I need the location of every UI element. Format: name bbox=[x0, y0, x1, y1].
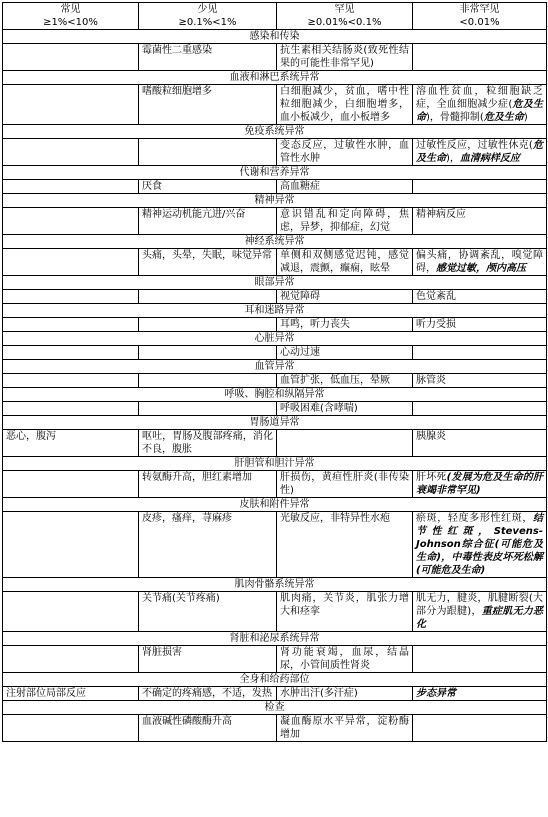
cell-uncommon bbox=[139, 44, 277, 71]
cell-very-rare bbox=[413, 318, 547, 332]
cell-common bbox=[3, 430, 139, 457]
reaction-text: 过敏性反应，过敏性休克( bbox=[416, 140, 533, 151]
section-title-row bbox=[3, 71, 547, 85]
cell-common bbox=[3, 290, 139, 304]
cell-uncommon bbox=[139, 85, 277, 125]
reaction-text: 血管扩张，低血压，晕厥 bbox=[280, 375, 390, 386]
section-title-row bbox=[3, 416, 547, 430]
cell-very-rare bbox=[413, 374, 547, 388]
table-row bbox=[3, 290, 547, 304]
cell-uncommon bbox=[139, 715, 277, 742]
cell-common bbox=[3, 208, 139, 235]
table-row bbox=[3, 402, 547, 416]
cell-rare bbox=[277, 249, 413, 276]
table-row bbox=[3, 249, 547, 276]
reaction-text: 抗生素相关结肠炎(致死性结果的可能性非常罕见) bbox=[280, 45, 409, 69]
cell-common bbox=[3, 687, 139, 701]
reaction-text: ) bbox=[523, 112, 528, 123]
cell-very-rare bbox=[413, 249, 547, 276]
section-title-row bbox=[3, 194, 547, 208]
section-title: 呼吸、胸腔和纵隔异常 bbox=[3, 388, 547, 402]
reaction-text: 光敏反应，非特异性水疱 bbox=[280, 513, 390, 524]
section-title: 肝胆管和胆汁异常 bbox=[3, 457, 547, 471]
cell-rare bbox=[277, 646, 413, 673]
reaction-text: 血液碱性磷酸酶升高 bbox=[142, 716, 232, 727]
section-title-row bbox=[3, 673, 547, 687]
reaction-text: 头痛，头晕，失眠，味觉异常 bbox=[142, 250, 272, 261]
cell-very-rare bbox=[413, 646, 547, 673]
cell-rare bbox=[277, 139, 413, 166]
header-common: 常见 ≥1%<10% bbox=[3, 3, 139, 30]
cell-uncommon bbox=[139, 208, 277, 235]
reaction-text: )，骨髓抑制( bbox=[426, 112, 484, 123]
cell-uncommon bbox=[139, 646, 277, 673]
section-title-row bbox=[3, 360, 547, 374]
table-body bbox=[3, 30, 547, 742]
cell-uncommon bbox=[139, 290, 277, 304]
cell-uncommon bbox=[139, 512, 277, 578]
cell-very-rare bbox=[413, 346, 547, 360]
reaction-text: )， bbox=[446, 153, 460, 164]
reaction-text: 肝坏死 bbox=[416, 472, 447, 483]
reaction-text: 肝损伤，黄疸性肝炎(非传染性) bbox=[280, 472, 409, 496]
reaction-text: 视觉障碍 bbox=[280, 291, 320, 302]
reaction-text: 肌无力，腱炎，肌腱断裂(大部分为跟腱)， bbox=[416, 593, 543, 617]
reaction-text: 听力受损 bbox=[416, 319, 456, 330]
cell-very-rare bbox=[413, 44, 547, 71]
cell-rare bbox=[277, 592, 413, 632]
cell-common bbox=[3, 139, 139, 166]
cell-very-rare bbox=[413, 687, 547, 701]
reaction-text: 皮疹，瘙痒，荨麻疹 bbox=[142, 513, 232, 524]
section-title: 免疫系统异常 bbox=[3, 125, 547, 139]
reaction-text: 胰腺炎 bbox=[416, 431, 446, 442]
cell-common bbox=[3, 471, 139, 498]
reaction-text: 转氨酶升高，胆红素增加 bbox=[142, 472, 252, 483]
severe-reaction-text: 重症肌无力恶化 bbox=[416, 606, 544, 630]
cell-very-rare bbox=[413, 471, 547, 498]
cell-common bbox=[3, 346, 139, 360]
reaction-text: 不确定的疼痛感，不适，发热 bbox=[142, 688, 272, 699]
cell-common bbox=[3, 592, 139, 632]
reaction-text: 瘀斑，轻度多形性红斑， bbox=[416, 513, 533, 524]
table-row bbox=[3, 44, 547, 71]
table-row bbox=[3, 85, 547, 125]
reaction-text: 水肿出汗(多汗症) bbox=[280, 688, 358, 699]
section-title: 耳和迷路异常 bbox=[3, 304, 547, 318]
reaction-text: 注射部位局部反应 bbox=[6, 688, 86, 699]
cell-rare bbox=[277, 180, 413, 194]
severe-reaction-text: 血清病样反应 bbox=[459, 153, 520, 164]
cell-common bbox=[3, 646, 139, 673]
section-title-row bbox=[3, 304, 547, 318]
table-row bbox=[3, 208, 547, 235]
reaction-text: 偏头痛，协调紊乱，嗅觉障碍， bbox=[416, 250, 543, 274]
reaction-text: 霉菌性二重感染 bbox=[142, 45, 212, 56]
cell-rare bbox=[277, 687, 413, 701]
severe-reaction-text: 感觉过敏，颅内高压 bbox=[436, 263, 526, 274]
section-title: 全身和给药部位 bbox=[3, 673, 547, 687]
cell-very-rare bbox=[413, 715, 547, 742]
reaction-text: 心动过速 bbox=[280, 347, 320, 358]
reaction-text: 嗜酸粒细胞增多 bbox=[142, 86, 212, 97]
reaction-text: 恶心，腹泻 bbox=[6, 431, 56, 442]
reaction-text: 厌食 bbox=[142, 181, 162, 192]
header-very-rare: 非常罕见 <0.01% bbox=[413, 3, 547, 30]
cell-common bbox=[3, 249, 139, 276]
cell-rare bbox=[277, 318, 413, 332]
cell-uncommon bbox=[139, 346, 277, 360]
section-title-row bbox=[3, 125, 547, 139]
section-title-row bbox=[3, 276, 547, 290]
table-row bbox=[3, 471, 547, 498]
cell-very-rare bbox=[413, 85, 547, 125]
cell-rare bbox=[277, 85, 413, 125]
cell-common bbox=[3, 44, 139, 71]
cell-very-rare bbox=[413, 512, 547, 578]
cell-uncommon bbox=[139, 471, 277, 498]
section-title-row bbox=[3, 166, 547, 180]
table-row bbox=[3, 318, 547, 332]
cell-common bbox=[3, 318, 139, 332]
cell-common bbox=[3, 85, 139, 125]
cell-common bbox=[3, 402, 139, 416]
section-title: 代谢和营养异常 bbox=[3, 166, 547, 180]
section-title: 肌肉骨骼系统异常 bbox=[3, 578, 547, 592]
cell-common bbox=[3, 374, 139, 388]
cell-uncommon bbox=[139, 249, 277, 276]
section-title: 胃肠道异常 bbox=[3, 416, 547, 430]
section-title-row bbox=[3, 498, 547, 512]
table-row bbox=[3, 374, 547, 388]
cell-very-rare bbox=[413, 290, 547, 304]
reaction-text: 色觉紊乱 bbox=[416, 291, 456, 302]
section-title: 眼部异常 bbox=[3, 276, 547, 290]
section-title: 检查 bbox=[3, 701, 547, 715]
table-row bbox=[3, 430, 547, 457]
header-uncommon: 少见 ≥0.1%<1% bbox=[139, 3, 277, 30]
section-title-row bbox=[3, 701, 547, 715]
cell-very-rare bbox=[413, 592, 547, 632]
severe-reaction-text: 步态异常 bbox=[416, 688, 456, 699]
table-row bbox=[3, 512, 547, 578]
section-title: 神经系统异常 bbox=[3, 235, 547, 249]
reaction-text: 关节痛(关节疼痛) bbox=[142, 593, 220, 604]
header-rare: 罕见 ≥0.01%<0.1% bbox=[277, 3, 413, 30]
section-title: 肾脏和泌尿系统异常 bbox=[3, 632, 547, 646]
adverse-reactions-table-wrapper bbox=[2, 2, 546, 742]
section-title-row bbox=[3, 30, 547, 44]
section-title: 心脏异常 bbox=[3, 332, 547, 346]
cell-uncommon bbox=[139, 430, 277, 457]
cell-rare bbox=[277, 44, 413, 71]
reaction-text: 溶血性贫血，粒细胞缺乏症，全血细胞减少症( bbox=[416, 86, 543, 110]
section-title-row bbox=[3, 388, 547, 402]
cell-common bbox=[3, 180, 139, 194]
reaction-text: 白细胞减少，贫血，嗜中性粒细胞减少，白细胞增多，血小板减少，血小板增多 bbox=[280, 86, 409, 123]
cell-uncommon bbox=[139, 374, 277, 388]
section-title-row bbox=[3, 457, 547, 471]
reaction-text: 肌肉痛，关节炎，肌张力增大和痉挛 bbox=[280, 593, 409, 617]
cell-rare bbox=[277, 715, 413, 742]
reaction-text: 耳鸣，听力丧失 bbox=[280, 319, 350, 330]
cell-common bbox=[3, 715, 139, 742]
reaction-text: 变态反应，过敏性水肿，血管性水肿 bbox=[280, 140, 409, 164]
section-title-row bbox=[3, 578, 547, 592]
table-row bbox=[3, 715, 547, 742]
cell-uncommon bbox=[139, 318, 277, 332]
section-title: 血液和淋巴系统异常 bbox=[3, 71, 547, 85]
reaction-text: 精神病反应 bbox=[416, 209, 466, 220]
table-row bbox=[3, 592, 547, 632]
cell-rare bbox=[277, 430, 413, 457]
section-title: 精神异常 bbox=[3, 194, 547, 208]
section-title: 感染和传染 bbox=[3, 30, 547, 44]
table-row bbox=[3, 180, 547, 194]
cell-rare bbox=[277, 290, 413, 304]
cell-very-rare bbox=[413, 430, 547, 457]
section-title: 血管异常 bbox=[3, 360, 547, 374]
reaction-text: 脉管炎 bbox=[416, 375, 446, 386]
severe-reaction-text: 危及生命 bbox=[416, 99, 544, 123]
reaction-text: 肾脏损害 bbox=[142, 647, 182, 658]
cell-rare bbox=[277, 402, 413, 416]
cell-uncommon bbox=[139, 139, 277, 166]
adverse-reactions-table bbox=[2, 2, 547, 742]
cell-rare bbox=[277, 208, 413, 235]
severe-reaction-text: 危及生命 bbox=[416, 140, 544, 164]
cell-uncommon bbox=[139, 687, 277, 701]
reaction-text: 意识错乱和定向障碍，焦虑，异梦，抑郁症，幻觉 bbox=[280, 209, 409, 233]
severe-reaction-text: (发展为危及生命的肝衰竭非常罕见) bbox=[416, 472, 543, 496]
reaction-text: 呼吸困难(含哮喘) bbox=[280, 403, 358, 414]
reaction-text: 呕吐，胃肠及腹部疼痛，消化不良，腹胀 bbox=[142, 431, 273, 455]
reaction-text: 肾功能衰竭，血尿，结晶尿，小管间质性肾炎 bbox=[280, 647, 409, 671]
cell-uncommon bbox=[139, 402, 277, 416]
cell-common bbox=[3, 512, 139, 578]
cell-rare bbox=[277, 512, 413, 578]
header-row bbox=[3, 3, 547, 30]
cell-very-rare bbox=[413, 208, 547, 235]
cell-uncommon bbox=[139, 180, 277, 194]
table-row bbox=[3, 139, 547, 166]
reaction-text: 精神运动机能亢进/兴奋 bbox=[142, 209, 246, 220]
table-row bbox=[3, 346, 547, 360]
reaction-text: 高血糖症 bbox=[280, 181, 320, 192]
cell-rare bbox=[277, 471, 413, 498]
cell-rare bbox=[277, 374, 413, 388]
reaction-text: 单侧和双侧感觉迟钝，感觉减退，震颤，癫痫，眩晕 bbox=[280, 250, 409, 274]
reaction-text: 凝血酶原水平异常，淀粉酶增加 bbox=[280, 716, 409, 740]
cell-very-rare bbox=[413, 139, 547, 166]
cell-very-rare bbox=[413, 402, 547, 416]
severe-reaction-text: 危及生命 bbox=[483, 112, 524, 123]
table-row bbox=[3, 687, 547, 701]
cell-uncommon bbox=[139, 592, 277, 632]
table-row bbox=[3, 646, 547, 673]
section-title-row bbox=[3, 235, 547, 249]
cell-very-rare bbox=[413, 180, 547, 194]
section-title: 皮肤和附件异常 bbox=[3, 498, 547, 512]
section-title-row bbox=[3, 632, 547, 646]
severe-reaction-text: 结节性红斑，Stevens-Johnson综合征(可能危及生命)，中毒性表皮坏死松解(可能危及生命) bbox=[416, 513, 543, 576]
cell-rare bbox=[277, 346, 413, 360]
section-title-row bbox=[3, 332, 547, 346]
